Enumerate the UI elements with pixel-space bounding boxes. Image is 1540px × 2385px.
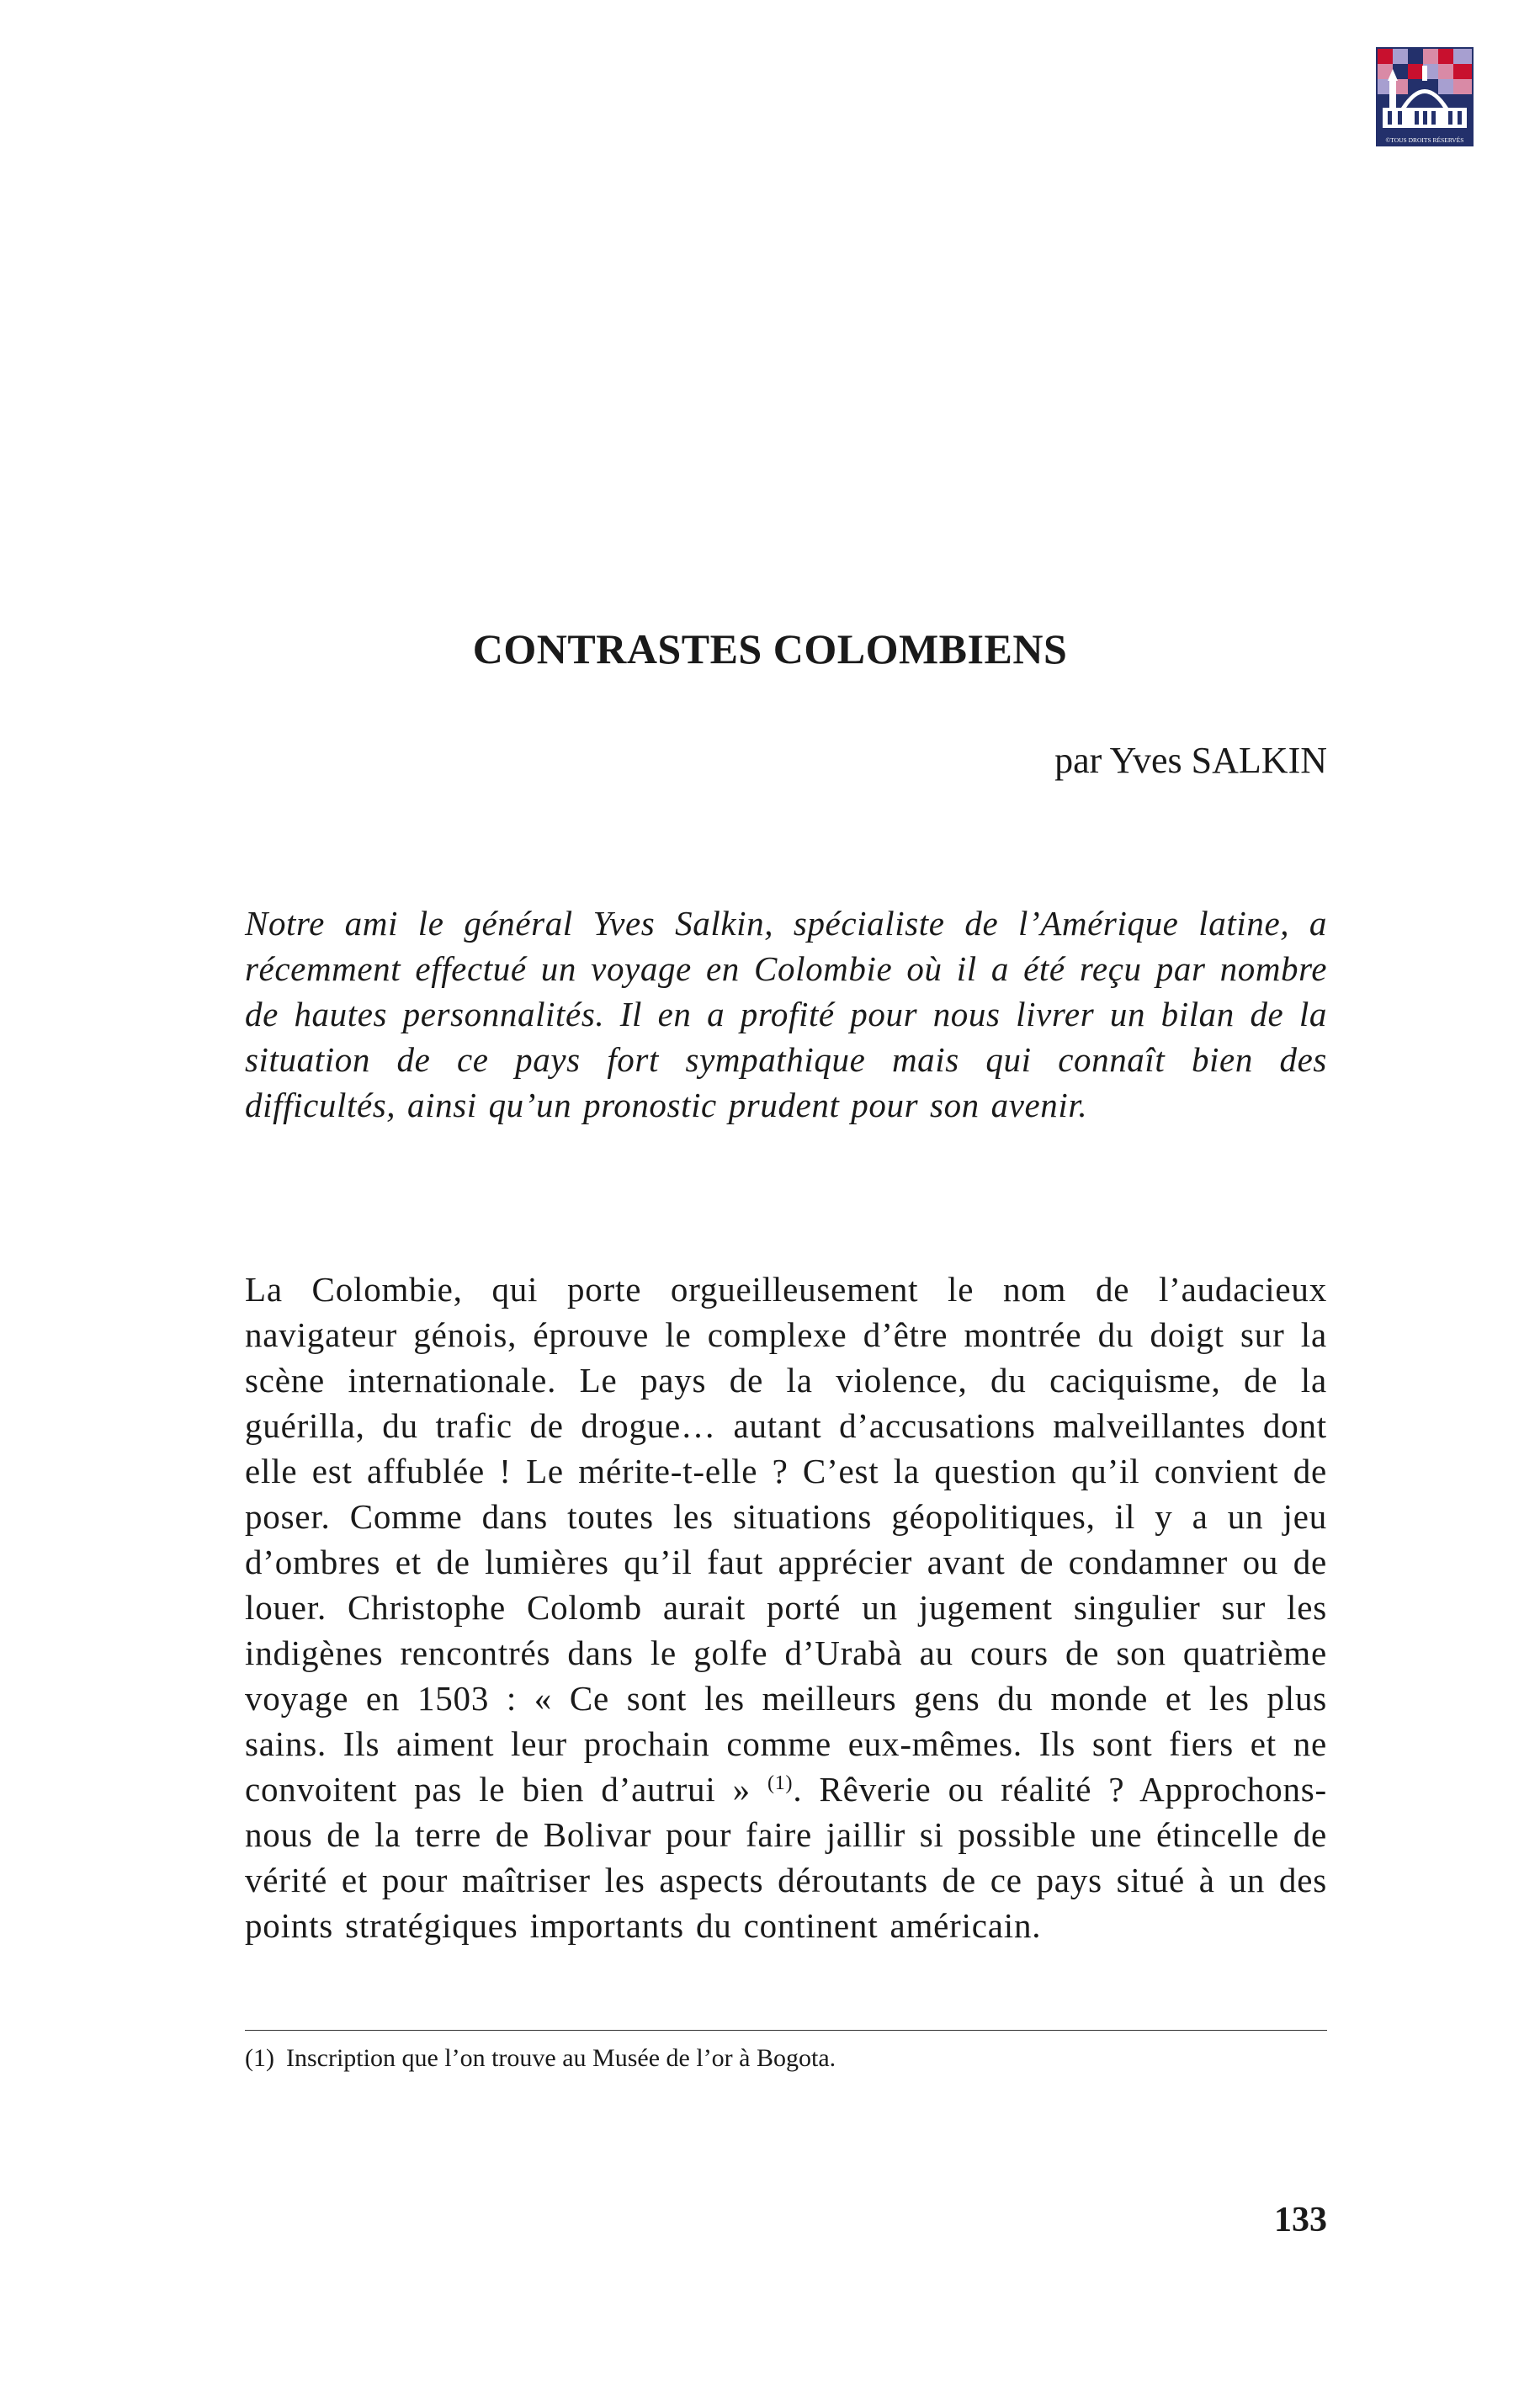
page-number: 133: [1274, 2201, 1327, 2239]
footnote-text: Inscription que l’on trouve au Musée de l’or à Bogota.: [285, 2044, 836, 2072]
footnote-divider: [245, 2030, 1327, 2031]
building-icon: [1376, 47, 1474, 146]
article-author: par Yves SALKIN: [1054, 740, 1327, 781]
article-intro: Notre ami le général Yves Salkin, spécialiste de l’Amérique latine, a récemment effectué un voyage en Colombie où il a été reçu par nombre de hautes personnalités. Il en a profité pour nous livrer un bilan de la situation de ce pays fort sympathique mais qui connaît bien des difficultés, ainsi qu’un pronostic prudent pour son avenir.: [245, 904, 1327, 1124]
footnote: [245, 2042, 1327, 2075]
svg-text:©TOUS DROITS RÉSERVÉS: ©TOUS DROITS RÉSERVÉS: [1385, 136, 1464, 144]
article-body: [245, 1267, 1327, 1948]
body-text-part1: La Colombie, qui porte orgueilleusement le nom de l’audacieux navigateur génois, éprouve le complexe d’être montrée du doigt sur la scène internationale. Le pays de la violence, du caciquisme, de la guérilla, du trafic de drogue… autant d’accusations malveillantes dont elle est affublée ! Le mérite-t-elle ? C’est la question qu’il convient de poser. Comme dans toutes les situations géopolitiques, il y a un jeu d’ombres et de lumières qu’il faut apprécier avant de condamner ou de louer. Christophe Colomb aurait porté un jugement singulier sur les indigènes rencontrés dans le golfe d’Urabà au cours de son quatrième voyage en 1503 : « Ce sont les meilleurs gens du monde et les plus sains. Ils aiment leur prochain comme eux-mêmes. Ils sont fiers et ne convoitent pas le bien d’autrui »: [245, 1270, 1327, 1809]
body-text-part2: . Rêverie ou réalité ? Approchons-nous de la terre de Bolivar pour faire jaillir si possible une étincelle de vérité et pour maîtriser les aspects déroutants de ce pays situé à un des points stratégiques importants du continent américain.: [245, 1770, 1327, 1945]
publisher-logo: [1376, 47, 1474, 146]
article-title: CONTRASTES COLOMBIENS: [472, 625, 1068, 672]
footnote-number: (1): [245, 2044, 274, 2072]
footnote-reference[interactable]: (1): [767, 1772, 794, 1794]
